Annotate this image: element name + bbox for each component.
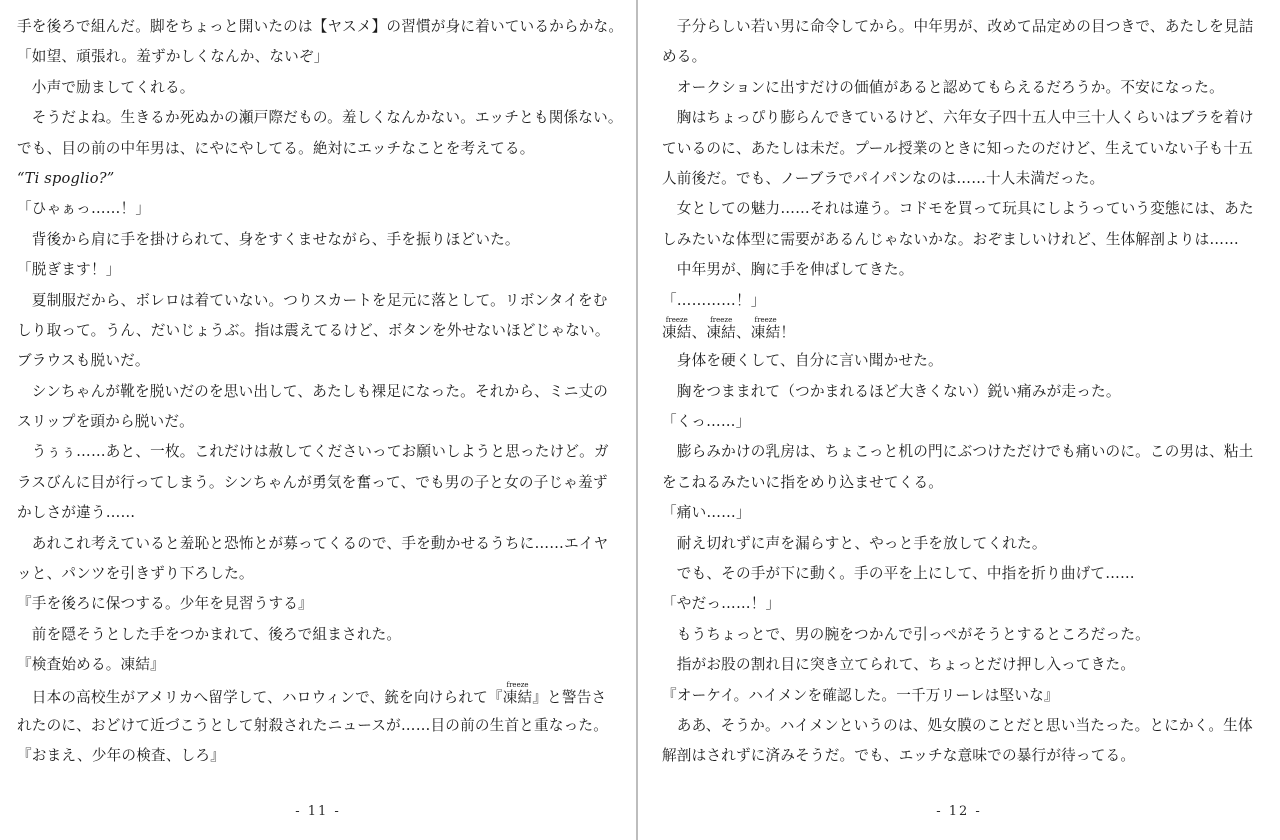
line-text-before: 日本の高校生がアメリカへ留学して、ハロウィンで、銃を向けられて『 (17, 688, 503, 706)
text-line: れたのに、おどけて近づこうとして射殺されたニュースが……目の前の生首と重なった。 (17, 716, 609, 734)
right-page-number: - 12 - (936, 804, 982, 819)
text-line: 背後から肩に手を掛けられて、身をすくませながら、手を振りほどいた。 (17, 230, 520, 248)
text-line: 「如望、頑張れ。羞ずかしくなんか、ないぞ」 (17, 48, 329, 66)
text-line: かしさが違う…… (17, 504, 136, 522)
text-line: 耐え切れずに声を漏らすと、やっと手を放してくれた。 (662, 534, 1047, 552)
punctuation: 、 (735, 323, 751, 341)
ruby-annotation (662, 315, 692, 341)
punctuation: 、 (691, 323, 707, 341)
text-line (17, 681, 617, 711)
text-line: ブラウスも脱いだ。 (17, 352, 150, 370)
text-line: 人前後だ。でも、ノーブラでパイパンなのは……十人未満だった。 (662, 169, 1105, 187)
text-line: しり取って。うん、だいじょうぶ。指は震えてるけど、ボタンを外せないほどじゃない。 (17, 321, 610, 339)
text-line: しみたいな体型に需要があるんじゃないかな。おぞましいけれど、生体解剖よりは…… (662, 230, 1239, 248)
text-line: でも、その手が下に動く。手の平を上にして、中指を折り曲げて…… (662, 565, 1135, 583)
left-page-number: - 11 - (295, 804, 341, 819)
text-line: うぅぅ……あと、一枚。これだけは赦してくださいってお願いしようと思ったけど。ガ (17, 443, 609, 461)
text-line: オークションに出すだけの価値があると認めてもらえるだろうか。不安になった。 (662, 78, 1224, 96)
text-line: 小声で励ましてくれる。 (17, 78, 195, 96)
text-line: 子分らしい若い男に命令してから。中年男が、改めて品定めの目つきで、あたしを見詰 (662, 18, 1254, 35)
ruby-base: 凍結 (706, 323, 736, 341)
text-line: ああ、そうか。ハイメンというのは、処女膜のことだと思い当たった。とにかく。生体 (662, 716, 1253, 734)
left-page-text (17, 12, 624, 772)
text-line: 「ひゃぁっ……！」 (17, 200, 151, 218)
text-line: 手を後ろで組んだ。脚をちょっと開いたのは【ヤスメ】の習慣が身に着いているからかな。 (17, 18, 624, 35)
line-text-after: 』と警告さ (532, 688, 607, 706)
text-line: 中年男が、胸に手を伸ばしてきた。 (662, 261, 914, 279)
ruby-reading: freeze (706, 315, 736, 324)
text-line: をこねるみたいに指をめり込ませてくる。 (662, 473, 944, 491)
text-line: “Ti spoglio?” (17, 169, 115, 187)
text-line: 解剖はされずに済みそうだ。でも、エッチな意味での暴行が待ってる。 (662, 747, 1136, 765)
text-line: でも、目の前の中年男は、にやにやしてる。絶対にエッチなことを考えてる。 (17, 139, 535, 157)
text-line: スリップを頭から脱いだ。 (17, 413, 194, 431)
text-line: 指がお股の割れ目に突き立てられて、ちょっとだけ押し入ってきた。 (662, 656, 1136, 674)
ruby-reading: freeze (750, 315, 781, 324)
text-line: 「脱ぎます！」 (17, 261, 121, 279)
text-line: 胸をつままれて（つかまれるほど大きくない）鋭い痛みが走った。 (662, 382, 1121, 400)
text-line: ラスびんに目が行ってしまう。シンちゃんが勇気を奮って、でも男の子と女の子じゃ羞ず (17, 473, 608, 491)
text-line: 夏制服だから、ボレロは着ていない。つりスカートを足元に落として。リボンタイをむ (17, 291, 608, 309)
text-line: シンちゃんが靴を脱いだのを思い出して、あたしも裸足になった。それから、ミニ丈の (17, 382, 609, 400)
text-line: 「…………！」 (662, 291, 766, 309)
text-line: める。 (662, 48, 707, 66)
text-line: 『おまえ、少年の検査、しろ』 (17, 747, 225, 765)
ruby-reading: freeze (502, 680, 533, 689)
text-line: 『検査始める。凍結』 (17, 656, 165, 674)
text-line: ッと、パンツを引きずり下ろした。 (17, 565, 254, 583)
right-page-text (662, 12, 1262, 772)
text-line: 前を隠そうとした手をつかまれて、後ろで組まされた。 (17, 625, 402, 643)
left-page (0, 0, 636, 840)
text-line: 「痛い……」 (662, 504, 751, 522)
text-line: 「くっ……」 (662, 413, 751, 431)
text-line: 『オーケイ。ハイメンを確認した。一千万リーレは堅いな』 (662, 686, 1059, 704)
ruby-annotation (502, 680, 533, 706)
punctuation: ！ (780, 323, 796, 341)
text-line: 女としての魅力……それは違う。コドモを買って玩具にしようっていう変態には、あた (662, 200, 1254, 218)
text-line: 膨らみかけの乳房は、ちょこっと机の門にぶつけただけでも痛いのに。この男は、粘土 (662, 443, 1254, 461)
ruby-base: 凍結 (750, 323, 781, 341)
ruby-annotation (750, 315, 781, 341)
text-line: そうだよね。生きるか死ぬかの瀬戸際だもの。羞しくなんかない。エッチとも関係ない。 (17, 109, 623, 127)
text-line: あれこれ考えていると羞恥と恐怖とが募ってくるので、手を動かせるうちに……エイヤ (17, 534, 609, 552)
text-line: 胸はちょっぴり膨らんできているけど、六年女子四十五人中三十人くらいはブラを着け (662, 109, 1254, 127)
ruby-annotation (706, 315, 736, 341)
right-page (638, 0, 1280, 840)
text-line: もうちょっとで、男の腕をつかんで引っぺがそうとするところだった。 (662, 625, 1150, 643)
text-line (662, 316, 1262, 346)
text-line: 身体を硬くして、自分に言い聞かせた。 (662, 352, 943, 370)
ruby-reading: freeze (662, 315, 692, 324)
text-line: 『手を後ろに保つする。少年を見習うする』 (17, 595, 313, 613)
ruby-base: 凍結 (502, 688, 533, 706)
text-line: ているのに、あたしは未だ。プール授業のときに知ったのだけど、生えていない子も十五 (662, 139, 1254, 157)
text-line: 「やだっ……！」 (662, 595, 781, 613)
ruby-base: 凍結 (662, 323, 692, 341)
